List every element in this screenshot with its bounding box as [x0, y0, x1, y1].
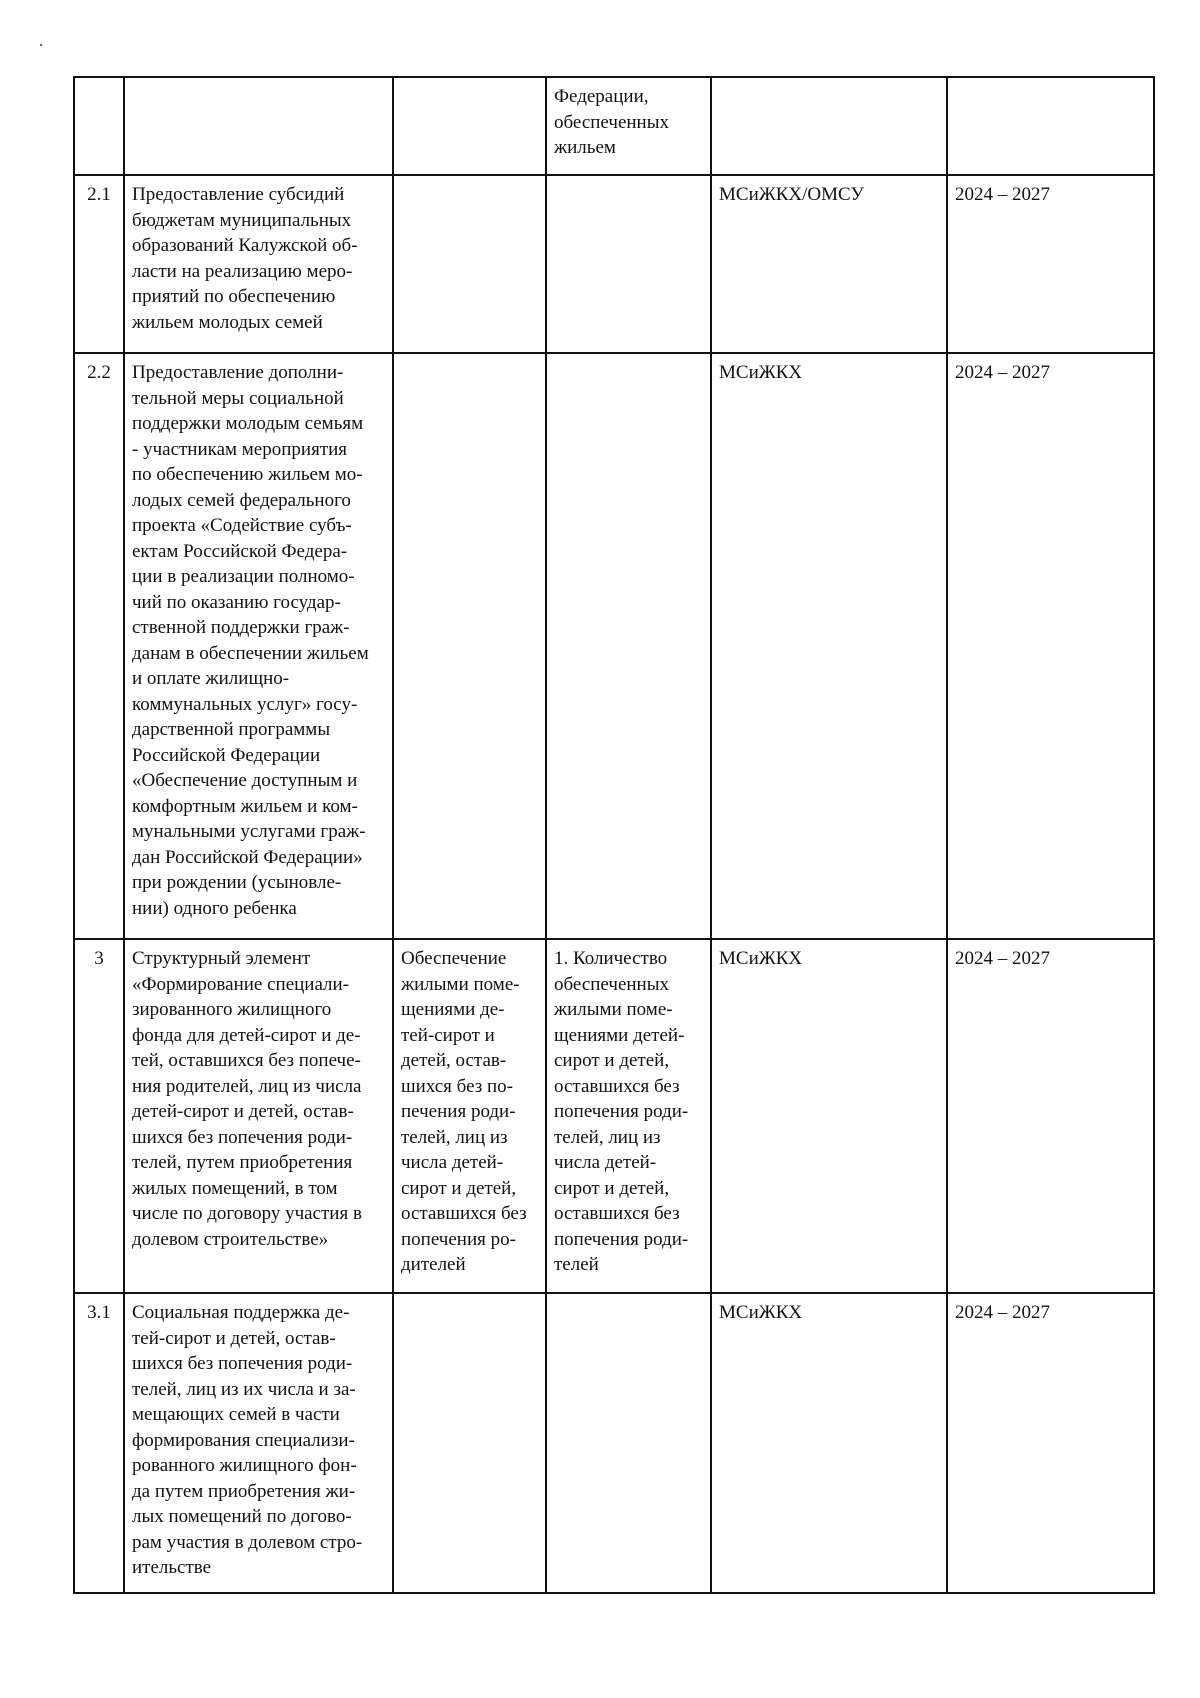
- program-events-table: [73, 76, 1155, 1594]
- indicator-cell: 1. Количество обеспеченных жилыми поме- щениями детей- сирот и детей, оставшихся без попечения роди- телей, лиц из числа детей- сирот и детей, оставшихся без попечения роди- телей: [546, 939, 711, 1293]
- executor-cell: МСиЖКХ/ОМСУ: [711, 175, 947, 353]
- table-row: [74, 1293, 1154, 1593]
- event-name-cell: Предоставление дополни- тельной меры социальной поддержки молодым семьям - участникам мероприятия по обеспечению жильем мо- лодых семей федерального проекта «Содействие субъ- ектам Российской Федера- ции в реализации полномо- чий по оказанию государ- ственной поддержки граж- данам в обеспечении жильем и оплате жилищно- коммунальных услуг» госу- дарственной программы Российской Федерации «Обеспечение доступным и комфортным жильем и ком- мунальными услугами граж- дан Российской Федерации» при рождении (усыновле- нии) одного ребенка: [124, 353, 393, 939]
- row-number-cell: 2.1: [74, 175, 124, 353]
- row-number-cell: 3: [74, 939, 124, 1293]
- event-name-cell: [124, 77, 393, 175]
- period-cell: 2024 – 2027: [947, 353, 1154, 939]
- table-row: [74, 353, 1154, 939]
- period-cell: 2024 – 2027: [947, 175, 1154, 353]
- period-cell: 2024 – 2027: [947, 1293, 1154, 1593]
- executor-cell: МСиЖКХ: [711, 939, 947, 1293]
- event-name-cell: Предоставление субсидий бюджетам муниципальных образований Калужской об- ласти на реализацию меро- приятий по обеспечению жильем молодых семей: [124, 175, 393, 353]
- table-row: [74, 175, 1154, 353]
- indicator-cell: [546, 1293, 711, 1593]
- executor-cell: МСиЖКХ: [711, 353, 947, 939]
- task-cell: [393, 175, 546, 353]
- table-row: [74, 939, 1154, 1293]
- period-cell: [947, 77, 1154, 175]
- executor-cell: [711, 77, 947, 175]
- event-name-cell: Структурный элемент «Формирование специали- зированного жилищного фонда для детей-сирот и де- тей, оставшихся без попече- ния родителей, лиц из числа детей-сирот и детей, остав- шихся без попечения роди- телей, путем приобретения жилых помещений, в том числе по договору участия в долевом строительстве»: [124, 939, 393, 1293]
- row-number-cell: [74, 77, 124, 175]
- row-number-cell: 2.2: [74, 353, 124, 939]
- task-cell: [393, 77, 546, 175]
- executor-cell: МСиЖКХ: [711, 1293, 947, 1593]
- task-cell: [393, 353, 546, 939]
- indicator-cell: [546, 353, 711, 939]
- task-cell: [393, 1293, 546, 1593]
- table-row: [74, 77, 1154, 175]
- period-cell: 2024 – 2027: [947, 939, 1154, 1293]
- scan-speck: [40, 44, 42, 46]
- indicator-cell: [546, 175, 711, 353]
- event-name-cell: Социальная поддержка де- тей-сирот и детей, остав- шихся без попечения роди- телей, лиц из их числа и за- мещающих семей в части формирования специализи- рованного жилищного фон- да путем приобретения жи- лых помещений по догово- рам участия в долевом стро- ительстве: [124, 1293, 393, 1593]
- indicator-cell: Федерации, обеспеченных жильем: [546, 77, 711, 175]
- task-cell: Обеспечение жилыми поме- щениями де- тей-сирот и детей, остав- шихся без по- печения роди- телей, лиц из числа детей- сирот и детей, оставшихся без попечения ро- дителей: [393, 939, 546, 1293]
- row-number-cell: 3.1: [74, 1293, 124, 1593]
